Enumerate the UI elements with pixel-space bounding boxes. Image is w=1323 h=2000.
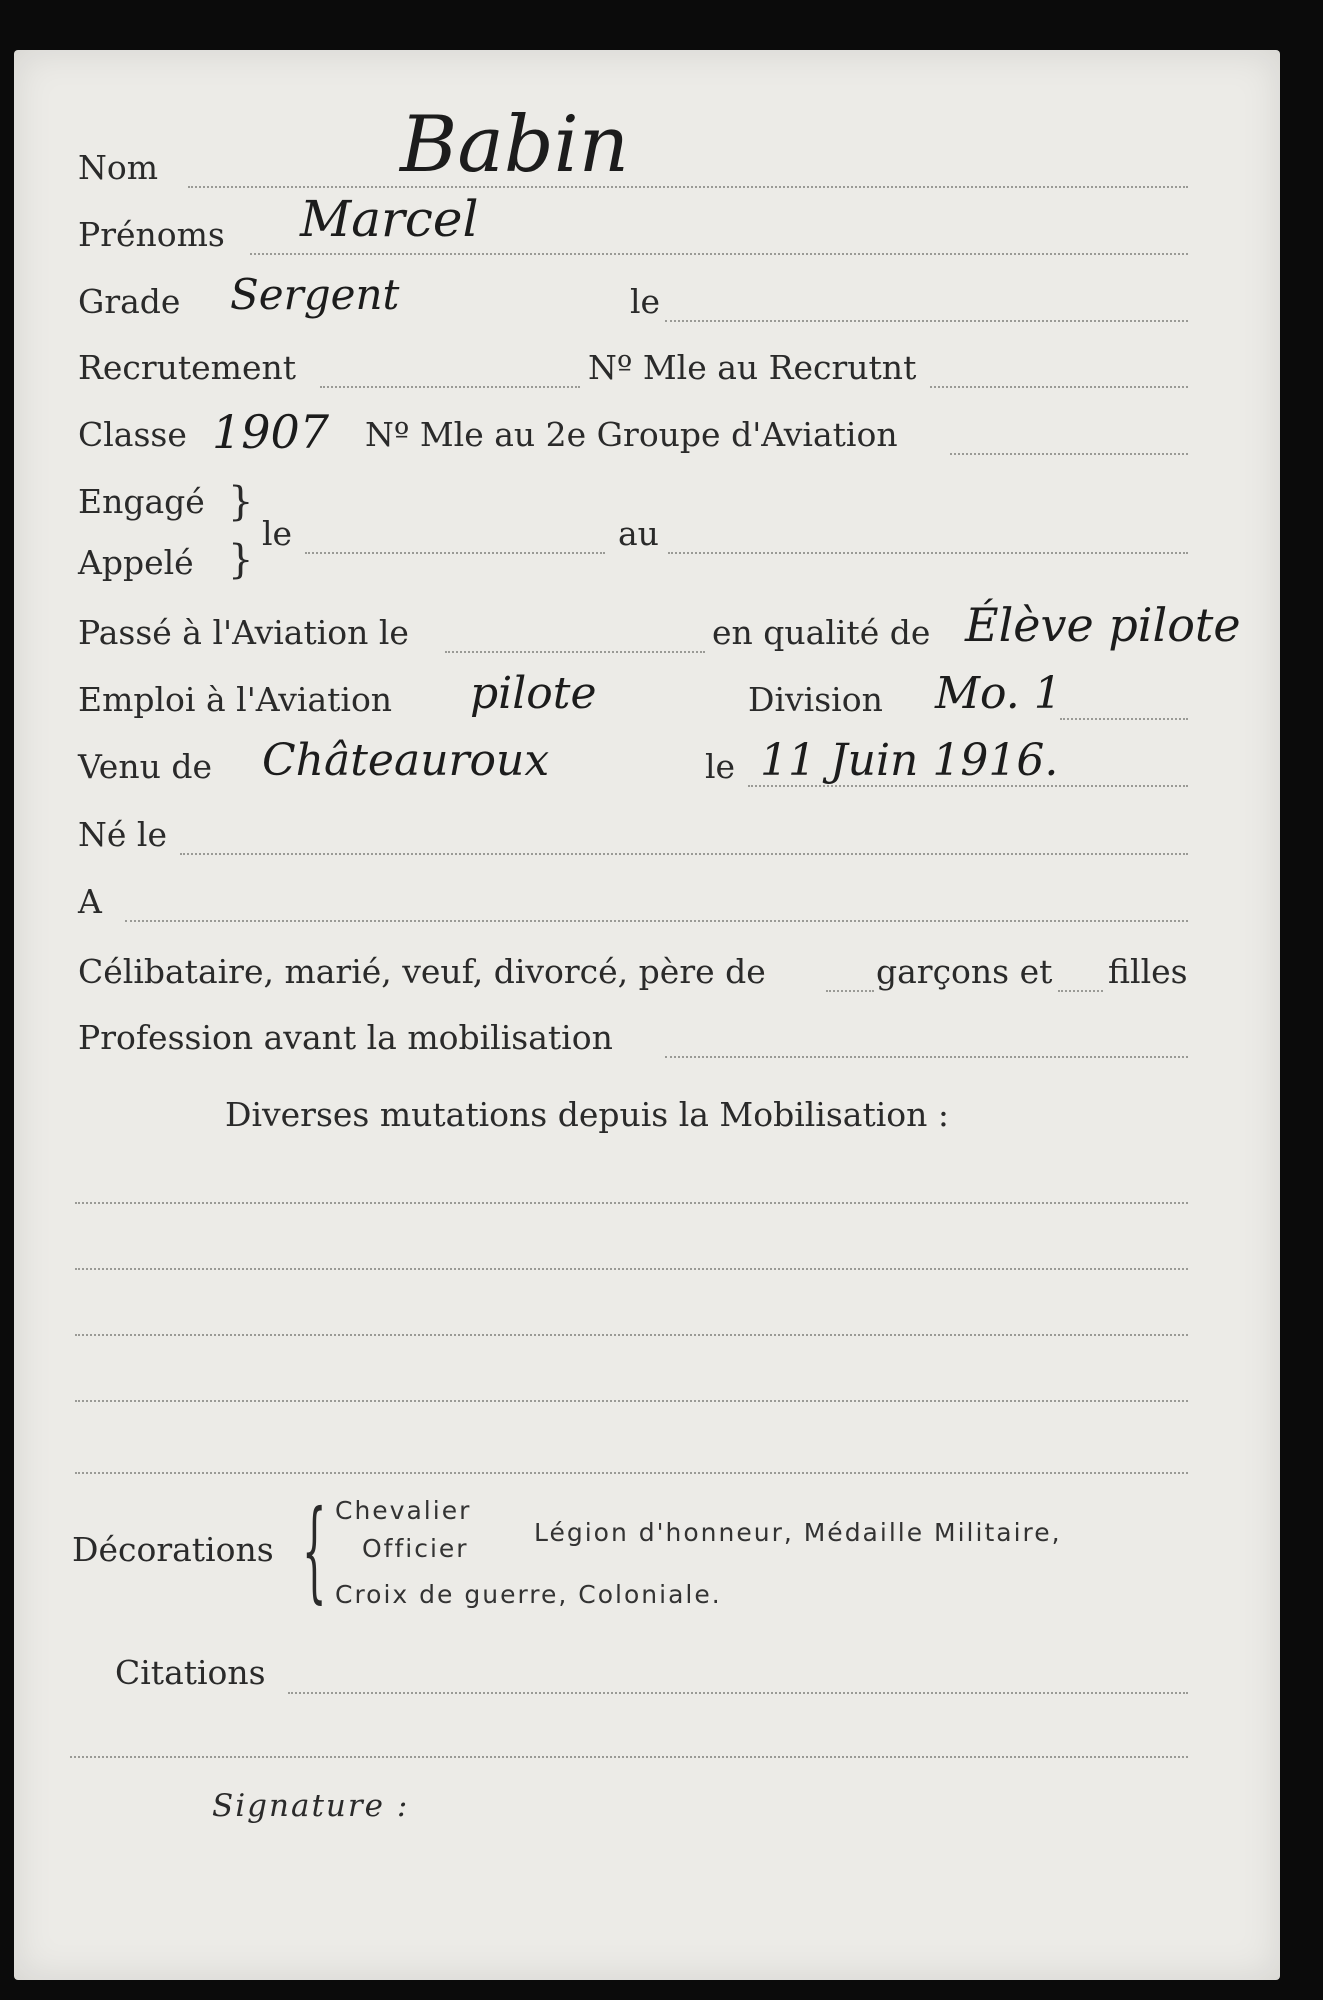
classe-no-label: Nº Mle au 2e Groupe d'Aviation bbox=[365, 415, 898, 454]
prenoms-label: Prénoms bbox=[78, 215, 225, 254]
mutations-line bbox=[75, 1472, 1188, 1474]
mutations-line bbox=[75, 1202, 1188, 1204]
croix-label: Croix de guerre, Coloniale. bbox=[335, 1580, 722, 1609]
appele-brace: } bbox=[228, 537, 254, 583]
recrutement-no-line bbox=[930, 386, 1188, 388]
profession-label: Profession avant la mobilisation bbox=[78, 1018, 613, 1057]
engage-le-line bbox=[305, 552, 605, 554]
division-value: Mo. 1 bbox=[935, 668, 1062, 719]
division-line bbox=[1060, 718, 1188, 720]
passe-line bbox=[445, 651, 705, 653]
nom-value: Babin bbox=[400, 100, 629, 190]
engage-brace: } bbox=[228, 479, 254, 525]
citations-label: Citations bbox=[115, 1653, 266, 1692]
venu-le-label: le bbox=[705, 747, 736, 786]
qualite-value: Élève pilote bbox=[965, 598, 1241, 652]
emploi-value: pilote bbox=[470, 668, 597, 719]
grade-label: Grade bbox=[78, 282, 181, 321]
engage-au-label: au bbox=[618, 514, 659, 553]
division-label: Division bbox=[748, 680, 883, 719]
prenoms-line bbox=[250, 253, 1188, 255]
profession-line bbox=[665, 1056, 1188, 1058]
nom-label: Nom bbox=[78, 148, 159, 187]
ordres-label: Légion d'honneur, Médaille Militaire, bbox=[534, 1518, 1062, 1547]
chevalier-label: Chevalier bbox=[335, 1496, 472, 1525]
passe-label: Passé à l'Aviation le bbox=[78, 613, 409, 652]
filles-label: filles bbox=[1108, 952, 1188, 991]
engage-label: Engagé bbox=[78, 482, 205, 521]
classe-no-line bbox=[950, 453, 1188, 455]
appele-label: Appelé bbox=[78, 543, 194, 582]
prenoms-value: Marcel bbox=[300, 190, 479, 248]
venu-label: Venu de bbox=[78, 747, 212, 786]
garcons-label: garçons et bbox=[876, 952, 1053, 991]
decorations-label: Décorations bbox=[72, 1530, 274, 1569]
ne-le-label: Né le bbox=[78, 815, 167, 854]
grade-le-line bbox=[665, 320, 1188, 322]
grade-value: Sergent bbox=[230, 270, 400, 319]
mutations-heading: Diverses mutations depuis la Mobilisation : bbox=[225, 1095, 950, 1134]
engage-au-line bbox=[668, 552, 1188, 554]
officier-label: Officier bbox=[362, 1534, 469, 1563]
classe-value: 1907 bbox=[212, 405, 330, 459]
mutations-line bbox=[75, 1400, 1188, 1402]
mutations-line bbox=[75, 1268, 1188, 1270]
recrutement-no-label: Nº Mle au Recrutnt bbox=[588, 348, 917, 387]
citations-line bbox=[70, 1756, 1188, 1758]
venu-line bbox=[748, 785, 1188, 787]
engage-le-label: le bbox=[262, 514, 293, 553]
garcons-line bbox=[826, 990, 874, 992]
citations-line bbox=[288, 1692, 1188, 1694]
venu-value: Châteauroux bbox=[262, 735, 550, 786]
classe-label: Classe bbox=[78, 415, 187, 454]
qualite-label: en qualité de bbox=[712, 613, 931, 652]
filles-line bbox=[1058, 990, 1103, 992]
mutations-line bbox=[75, 1334, 1188, 1336]
recrutement-line bbox=[320, 386, 580, 388]
a-label: A bbox=[78, 882, 102, 921]
nom-line bbox=[188, 186, 1188, 188]
signature-label: Signature : bbox=[212, 1788, 410, 1824]
grade-le-label: le bbox=[630, 282, 661, 321]
a-line bbox=[125, 920, 1188, 922]
venu-date: 11 Juin 1916. bbox=[760, 735, 1059, 786]
emploi-label: Emploi à l'Aviation bbox=[78, 680, 393, 719]
ne-le-line bbox=[180, 853, 1188, 855]
recrutement-label: Recrutement bbox=[78, 348, 297, 387]
decorations-brace: { bbox=[302, 1486, 327, 1614]
situation-text: Célibataire, marié, veuf, divorcé, père de bbox=[78, 952, 766, 991]
